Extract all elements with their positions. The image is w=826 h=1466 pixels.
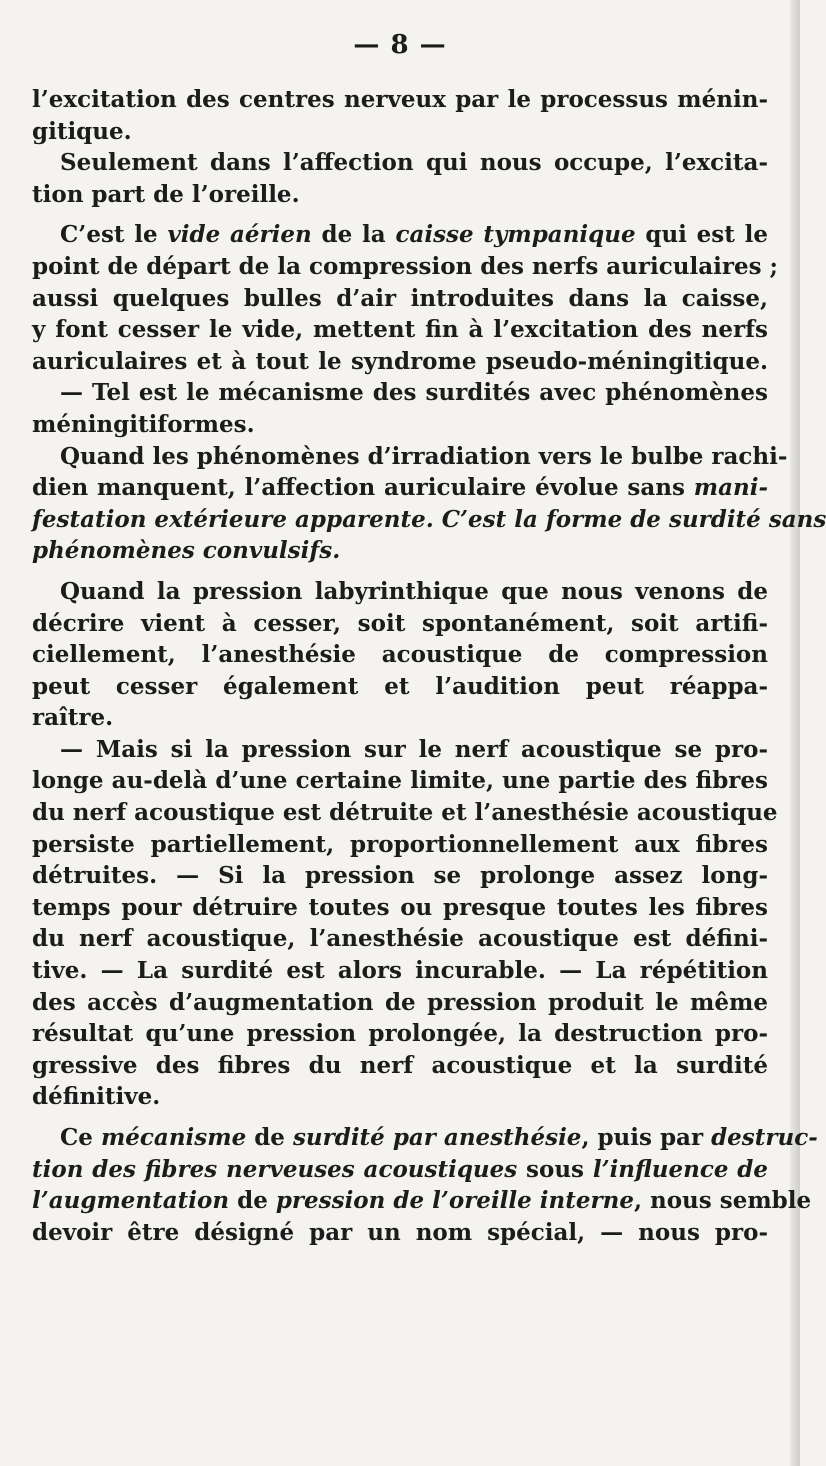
text-run: qui est le: [635, 221, 769, 249]
text-run: décrire vient à cesser, soit spontanément, soit artifi-: [32, 609, 768, 637]
text-run: aussi quelques bulles d’air introduites dans la caisse,: [32, 284, 768, 312]
text-run: définitive.: [32, 1083, 161, 1111]
text-run: raître.: [32, 704, 114, 732]
text-line: [32, 1018, 768, 1050]
text-run: l’excitation des centres nerveux par le processus ménin-: [32, 86, 768, 113]
italic-text: festation extérieure apparente. C’est la forme de surdité sans: [32, 505, 826, 533]
text-run: temps pour détruire toutes ou presque toutes les fibres: [32, 893, 768, 921]
italic-text: phénomènes convulsifs.: [32, 537, 341, 565]
italic-text: surdité par anesthésie: [292, 1124, 582, 1151]
text-line: [32, 147, 768, 179]
text-line: [32, 219, 768, 251]
text-run: de: [229, 1187, 276, 1215]
text-run: auriculaires et à tout le syndrome pseudo-méningitique.: [32, 347, 768, 375]
italic-text: l’influence de: [592, 1155, 768, 1183]
text-line: [32, 923, 768, 955]
text-line: [32, 608, 768, 640]
text-line: [32, 1122, 818, 1154]
text-run: Ce: [60, 1124, 101, 1151]
text-line: [32, 179, 768, 211]
text-run: du nerf acoustique est détruite et l’anesthésie acoustique: [32, 799, 778, 827]
text-run: — Tel est le mécanisme des surdités avec phénomènes: [60, 379, 768, 407]
text-run: tion part de l’oreille.: [32, 180, 300, 208]
text-run: — Mais si la pression sur le nerf acoustique se pro-: [60, 735, 768, 763]
text-run: Seulement dans l’affection qui nous occupe, l’excita-: [60, 149, 768, 177]
text-run: gitique.: [32, 117, 132, 145]
text-run: C’est le: [60, 221, 168, 249]
text-line: [32, 892, 768, 924]
text-line: [32, 441, 788, 473]
text-line: [32, 504, 826, 536]
text-run: de la: [311, 221, 396, 249]
text-line: [32, 1081, 768, 1113]
text-line: [32, 314, 768, 346]
text-line: [32, 797, 778, 829]
text-run: résultat qu’une pression prolongée, la destruction pro-: [32, 1020, 768, 1048]
text-run: de: [246, 1124, 293, 1151]
italic-text: vide aérien: [167, 221, 312, 249]
text-run: devoir être désigné par un nom spécial, — nous pro-: [32, 1218, 768, 1246]
text-line: [32, 1050, 768, 1082]
page-edge-shadow: [790, 0, 800, 1466]
text-line: [32, 472, 768, 504]
body-text: [32, 84, 826, 1248]
page-number: — 8 —: [353, 30, 447, 60]
text-line: [32, 346, 768, 378]
text-run: détruites. — Si la pression se prolonge assez long-: [32, 862, 768, 890]
text-line: [32, 84, 768, 116]
text-line: [32, 377, 768, 409]
text-line: [32, 535, 768, 567]
text-line: [32, 765, 768, 797]
text-line: [32, 955, 768, 987]
text-line: [32, 283, 768, 315]
text-line: [32, 409, 768, 441]
text-line: [32, 576, 768, 608]
italic-text: mani-: [693, 474, 768, 502]
text-run: ciellement, l’anesthésie acoustique de compression: [32, 641, 768, 669]
text-line: [32, 1154, 768, 1186]
text-line: [32, 702, 768, 734]
text-line: [32, 1185, 812, 1217]
italic-text: caisse tympanique: [395, 221, 636, 249]
text-line: [32, 639, 768, 671]
italic-text: pression de l’oreille interne: [275, 1187, 634, 1215]
text-line: [32, 251, 779, 283]
text-run: longe au-delà d’une certaine limite, une partie des fibres: [32, 767, 768, 795]
text-run: persiste partiellement, proportionnellement aux fibres: [32, 830, 768, 858]
italic-text: tion des fibres nerveuses acoustiques: [32, 1155, 518, 1183]
text-run: tive. — La surdité est alors incurable. — La répétition: [32, 957, 768, 985]
text-run: , nous semble: [633, 1187, 812, 1215]
italic-text: l’augmentation: [32, 1187, 230, 1215]
text-line: [32, 1217, 768, 1249]
text-line: [32, 734, 768, 766]
italic-text: mécanisme: [100, 1124, 247, 1151]
text-run: peut cesser également et l’audition peut réappa-: [32, 672, 768, 700]
text-run: dien manquent, l’affection auriculaire évolue sans: [32, 474, 694, 502]
text-run: point de départ de la compression des nerfs auriculaires ;: [32, 252, 779, 280]
text-run: méningitiformes.: [32, 410, 255, 438]
italic-text: destruc-: [711, 1124, 818, 1151]
text-run: Quand les phénomènes d’irradiation vers le bulbe rachi-: [60, 442, 788, 470]
text-line: [32, 671, 768, 703]
text-line: [32, 116, 768, 148]
text-run: des accès d’augmentation de pression produit le même: [32, 988, 768, 1016]
text-run: y font cesser le vide, mettent fin à l’excitation des nerfs: [32, 316, 768, 344]
text-run: Quand la pression labyrinthique que nous venons de: [60, 577, 768, 605]
text-run: , puis par: [581, 1124, 712, 1151]
text-run: du nerf acoustique, l’anesthésie acoustique est défini-: [32, 925, 768, 953]
text-line: [32, 860, 768, 892]
text-line: [32, 829, 768, 861]
text-run: gressive des fibres du nerf acoustique et la surdité: [32, 1051, 768, 1079]
text-run: sous: [517, 1155, 593, 1183]
text-line: [32, 987, 768, 1019]
